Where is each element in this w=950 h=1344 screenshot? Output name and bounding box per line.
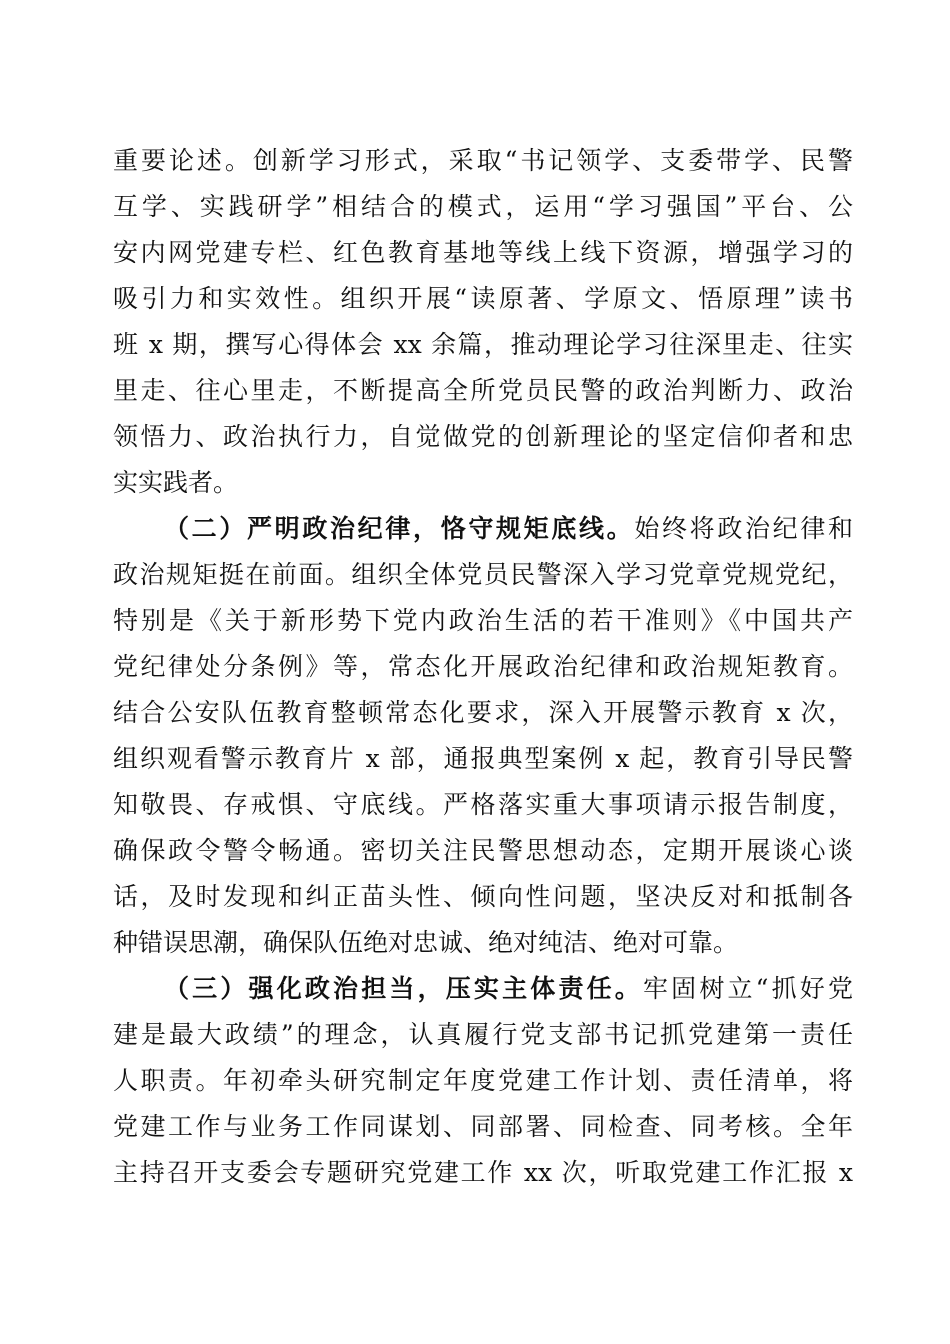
paragraph-2-first-line (113, 506, 853, 552)
paragraph-2-line-10: 种错误思潮，确保队伍绝对忠诚、绝对纯洁、绝对可靠。 (113, 928, 739, 957)
paragraph-1-line-3: 安内网党建专栏、红色教育基地等线上线下资源，增强学习的 (113, 238, 853, 267)
paragraph-2-first-line-text: 始终将政治纪律和 (634, 514, 853, 543)
paragraph-2-line-7: 知敬畏、存戒惧、守底线。严格落实重大事项请示报告制度， (113, 790, 853, 819)
paragraph-1-line-2: 互学、实践研学”相结合的模式，运用“学习强国”平台、公 (113, 192, 853, 221)
paragraph-3-heading: （三）强化政治担当，压实主体责任。 (164, 974, 643, 1003)
paragraph-2-line-8: 确保政令警令畅通。密切关注民警思想动态，定期开展谈心谈 (113, 836, 853, 865)
paragraph-1-line-7: 领悟力、政治执行力，自觉做党的创新理论的坚定信仰者和忠 (113, 422, 853, 451)
paragraph-3-line-4: 党建工作与业务工作同谋划、同部署、同检查、同考核。全年 (113, 1112, 853, 1141)
paragraph-3-first-line (113, 966, 853, 1012)
paragraph-2-line-3: 特别是《关于新形势下党内政治生活的若干准则》《中国共产 (113, 606, 853, 635)
paragraph-2-heading: （二）严明政治纪律，恪守规矩底线。 (164, 514, 635, 543)
paragraph-2-line-5: 结合公安队伍教育整顿常态化要求，深入开展警示教育 x 次， (113, 698, 853, 727)
paragraph-3-first-line-text: 牢固树立“抓好党 (642, 974, 853, 1003)
paragraph-2-line-2: 政治规矩挺在前面。组织全体党员民警深入学习党章党规党纪， (113, 560, 853, 589)
paragraph-3-line-2: 建是最大政绩”的理念，认真履行党支部书记抓党建第一责任 (113, 1020, 853, 1049)
paragraph-1-line-8: 实实践者。 (113, 468, 239, 497)
paragraph-2-line-4: 党纪律处分条例》等，常态化开展政治纪律和政治规矩教育。 (113, 652, 853, 681)
paragraph-3-line-5: 主持召开支委会专题研究党建工作 xx 次，听取党建工作汇报 x (113, 1158, 853, 1187)
paragraph-2-line-6: 组织观看警示教育片 x 部，通报典型案例 x 起，教育引导民警 (113, 744, 853, 773)
paragraph-2-line-9: 话，及时发现和纠正苗头性、倾向性问题，坚决反对和抵制各 (113, 882, 853, 911)
paragraph-1-line-5: 班 x 期，撰写心得体会 xx 余篇，推动理论学习往深里走、往实 (113, 330, 853, 359)
paragraph-1-line-4: 吸引力和实效性。组织开展“读原著、学原文、悟原理”读书 (113, 284, 853, 313)
paragraph-3-line-3: 人职责。年初牵头研究制定年度党建工作计划、责任清单，将 (113, 1066, 853, 1095)
paragraph-1-line-6: 里走、往心里走，不断提高全所党员民警的政治判断力、政治 (113, 376, 853, 405)
paragraph-1-line-1: 重要论述。创新学习形式，采取“书记领学、支委带学、民警 (113, 146, 853, 175)
